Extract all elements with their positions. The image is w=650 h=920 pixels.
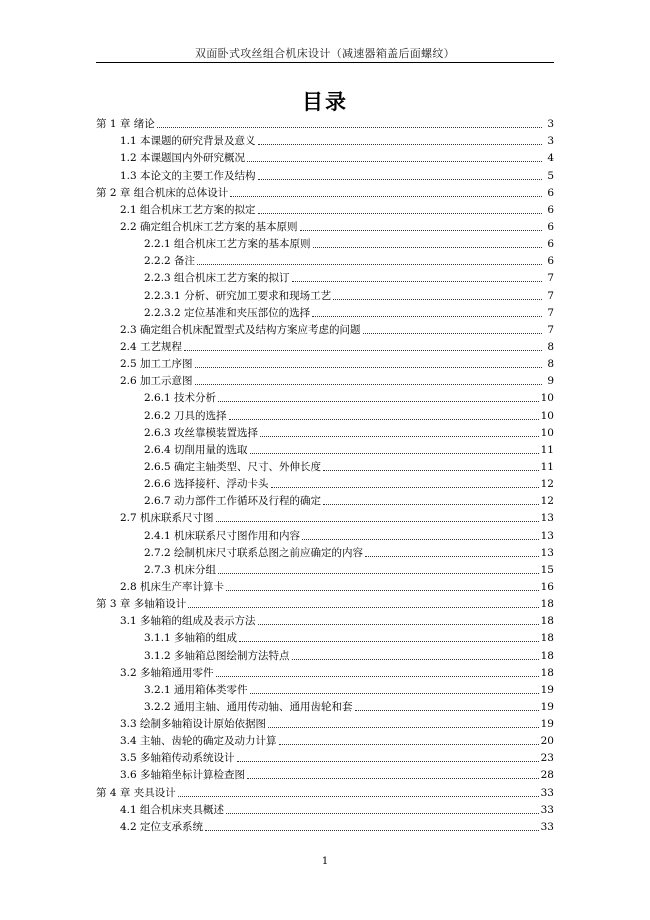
toc-leader-dots [365, 556, 539, 557]
toc-entry[interactable] [96, 200, 554, 217]
toc-entry-title: 1.2 本课题国内外研究概况 [120, 152, 246, 165]
toc-entry[interactable] [96, 148, 554, 165]
toc-entry[interactable] [96, 782, 554, 799]
toc-entry[interactable] [96, 645, 554, 662]
toc-leader-dots [302, 539, 539, 540]
toc-entry-page: 15 [540, 563, 554, 576]
toc-entry[interactable] [96, 388, 554, 405]
toc-leader-dots [268, 727, 539, 728]
toc-entry-title: 2.2 确定组合机床工艺方案的基本原则 [120, 220, 298, 233]
toc-entry-title: 2.2.3.2 定位基准和夹压部位的选择 [144, 306, 311, 319]
toc-entry-title: 3.1.2 多轴箱总图绘制方法特点 [144, 649, 290, 662]
toc-leader-dots [226, 813, 539, 814]
toc-entry-page: 18 [540, 598, 554, 611]
toc-entry-page: 7 [547, 323, 554, 336]
toc-entry-title: 第 4 章 夹具设计 [96, 786, 176, 799]
toc-leader-dots [184, 350, 542, 351]
toc-entry[interactable] [96, 320, 554, 337]
toc-entry[interactable] [96, 680, 554, 697]
toc-leader-dots [197, 264, 542, 265]
toc-entry[interactable] [96, 371, 554, 388]
toc-entry[interactable] [96, 697, 554, 714]
toc-entry-title: 4.2 定位支承系统 [120, 820, 204, 833]
toc-entry-title: 第 1 章 绪论 [96, 118, 155, 131]
toc-leader-dots [229, 419, 539, 420]
toc-entry-page: 6 [547, 220, 554, 233]
toc-entry-page: 18 [540, 649, 554, 662]
toc-entry[interactable] [96, 234, 554, 251]
toc-leader-dots [258, 144, 542, 145]
toc-entry[interactable] [96, 474, 554, 491]
toc-entry[interactable] [96, 165, 554, 182]
toc-entry-page: 12 [540, 495, 554, 508]
toc-entry-title: 2.3 确定组合机床配置型式及结构方案应考虑的问题 [120, 323, 361, 336]
toc-leader-dots [216, 521, 539, 522]
toc-entry[interactable] [96, 285, 554, 302]
toc-entry-title: 3.6 多轴箱坐标计算检查图 [120, 769, 246, 782]
toc-leader-dots [218, 401, 539, 402]
toc-entry-page: 20 [540, 735, 554, 748]
toc-entry[interactable] [96, 251, 554, 268]
toc-entry[interactable] [96, 457, 554, 474]
toc-leader-dots [313, 247, 542, 248]
toc-entry[interactable] [96, 525, 554, 542]
toc-entry-page: 11 [540, 443, 554, 456]
toc-entry[interactable] [96, 748, 554, 765]
toc-leader-dots [250, 693, 539, 694]
toc-entry-title: 2.4 工艺规程 [120, 340, 183, 353]
toc-entry[interactable] [96, 714, 554, 731]
toc-entry[interactable] [96, 817, 554, 834]
toc-entry-title: 第 3 章 多轴箱设计 [96, 598, 187, 611]
toc-leader-dots [292, 281, 542, 282]
toc-leader-dots [230, 196, 542, 197]
toc-leader-dots [247, 161, 542, 162]
toc-entry-title: 3.2 多轴箱通用零件 [120, 666, 214, 679]
toc-entry-title: 3.4 主轴、齿轮的确定及动力计算 [120, 735, 277, 748]
toc-leader-dots [195, 367, 542, 368]
toc-entry[interactable] [96, 491, 554, 508]
toc-leader-dots [250, 453, 539, 454]
toc-entry-title: 2.2.2 备注 [144, 255, 196, 268]
toc-leader-dots [323, 504, 539, 505]
toc-leader-dots [239, 641, 539, 642]
toc-leader-dots [157, 127, 542, 128]
toc-leader-dots [292, 659, 539, 660]
toc-entry-title: 2.8 机床生产率计算卡 [120, 580, 225, 593]
running-header: 双面卧式攻丝组合机床设计（减速器箱盖后面螺纹） [195, 47, 455, 60]
toc-entry-title: 2.6.2 刀具的选择 [144, 409, 227, 422]
toc-leader-dots [355, 710, 539, 711]
toc-entry-page: 13 [540, 512, 554, 525]
toc-leader-dots [237, 761, 539, 762]
toc-entry[interactable] [96, 354, 554, 371]
toc-entry-page: 7 [547, 306, 554, 319]
toc-entry-page: 19 [540, 700, 554, 713]
toc-leader-dots [205, 830, 539, 831]
toc-entry[interactable] [96, 765, 554, 782]
toc-entry-page: 6 [547, 203, 554, 216]
toc-entry-page: 3 [547, 118, 554, 131]
toc-entry-page: 7 [547, 272, 554, 285]
toc-entry-title: 1.1 本课题的研究背景及意义 [120, 135, 256, 148]
toc-entry-title: 3.1.1 多轴箱的组成 [144, 632, 238, 645]
toc-leader-dots [363, 333, 542, 334]
toc-leader-dots [300, 230, 542, 231]
toc-entry-page: 9 [547, 375, 554, 388]
toc-entry[interactable] [96, 303, 554, 320]
toc-entry[interactable] [96, 131, 554, 148]
toc-leader-dots [195, 384, 542, 385]
toc-entry-page: 6 [547, 238, 554, 251]
toc-entry-title: 2.6.1 技术分析 [144, 392, 217, 405]
toc-entry-page: 5 [547, 169, 554, 182]
toc-entry[interactable] [96, 577, 554, 594]
toc-entry-page: 13 [540, 546, 554, 559]
toc-entry[interactable] [96, 628, 554, 645]
toc-entry-title: 3.5 多轴箱传动系统设计 [120, 752, 235, 765]
toc-entry-page: 28 [540, 769, 554, 782]
toc-entry-title: 3.1 多轴箱的组成及表示方法 [120, 615, 256, 628]
toc-entry-title: 2.7.2 绘制机床尺寸联系总图之前应确定的内容 [144, 546, 364, 559]
toc-leader-dots [260, 436, 539, 437]
toc-entry-title: 第 2 章 组合机床的总体设计 [96, 186, 229, 199]
toc-entry-page: 18 [540, 615, 554, 628]
toc-entry[interactable] [96, 217, 554, 234]
toc-entry-page: 33 [540, 786, 554, 799]
toc-entry-title: 4.1 组合机床夹具概述 [120, 803, 225, 816]
toc-entry-title: 1.3 本论文的主要工作及结构 [120, 169, 256, 182]
toc-leader-dots [226, 590, 539, 591]
toc-leader-dots [247, 778, 539, 779]
toc-leader-dots [333, 299, 542, 300]
toc-entry-page: 8 [547, 358, 554, 371]
toc-entry[interactable] [96, 114, 554, 131]
toc-entry-title: 2.6.5 确定主轴类型、尺寸、外伸长度 [144, 460, 322, 473]
toc-leader-dots [178, 796, 539, 797]
toc-leader-dots [188, 607, 538, 608]
toc-entry[interactable] [96, 423, 554, 440]
toc-entry-page: 18 [540, 666, 554, 679]
toc-entry-title: 3.2.2 通用主轴、通用传动轴、通用齿轮和套 [144, 700, 353, 713]
toc-entry-page: 19 [540, 718, 554, 731]
toc-entry-title: 2.2.1 组合机床工艺方案的基本原则 [144, 238, 311, 251]
toc-entry-title: 2.4.1 机床联系尺寸图作用和内容 [144, 529, 301, 542]
toc-entry-title: 2.6.4 切削用量的选取 [144, 443, 248, 456]
toc-entry[interactable] [96, 560, 554, 577]
toc-entry-title: 2.7.3 机床分组 [144, 563, 217, 576]
toc-entry-page: 33 [540, 820, 554, 833]
toc-entry[interactable] [96, 268, 554, 285]
toc-leader-dots [323, 470, 539, 471]
toc-entry-page: 6 [547, 186, 554, 199]
toc-leader-dots [279, 744, 539, 745]
toc-entry-page: 16 [540, 580, 554, 593]
toc-leader-dots [258, 179, 542, 180]
toc-entry-title: 2.7 机床联系尺寸图 [120, 512, 214, 525]
toc-entry[interactable] [96, 337, 554, 354]
toc-entry[interactable] [96, 543, 554, 560]
toc-entry-page: 7 [547, 289, 554, 302]
table-of-contents [96, 114, 554, 834]
toc-leader-dots [216, 676, 539, 677]
toc-entry-page: 18 [540, 632, 554, 645]
toc-entry[interactable] [96, 611, 554, 628]
toc-entry[interactable] [96, 663, 554, 680]
toc-entry[interactable] [96, 731, 554, 748]
toc-entry-title: 2.5 加工工序图 [120, 358, 193, 371]
toc-entry-title: 2.2.3.1 分析、研究加工要求和现场工艺 [144, 289, 332, 302]
toc-entry[interactable] [96, 594, 554, 611]
toc-entry-title: 2.6.3 攻丝靠模装置选择 [144, 426, 259, 439]
toc-entry[interactable] [96, 508, 554, 525]
toc-entry[interactable] [96, 183, 554, 200]
toc-entry-title: 3.3 绘制多轴箱设计原始依据图 [120, 718, 267, 731]
toc-entry-title: 2.6.6 选择接杆、浮动卡头 [144, 478, 269, 491]
toc-leader-dots [258, 213, 542, 214]
toc-leader-dots [258, 624, 539, 625]
toc-entry-page: 10 [540, 409, 554, 422]
toc-entry[interactable] [96, 405, 554, 422]
toc-entry-page: 19 [540, 683, 554, 696]
toc-leader-dots [312, 316, 542, 317]
toc-entry[interactable] [96, 800, 554, 817]
toc-leader-dots [271, 487, 539, 488]
toc-entry-title: 2.2.3 组合机床工艺方案的拟订 [144, 272, 290, 285]
toc-entry-title: 2.6.7 动力部件工作循环及行程的确定 [144, 495, 322, 508]
toc-entry-page: 11 [540, 460, 554, 473]
toc-entry-page: 6 [547, 255, 554, 268]
toc-entry-page: 23 [540, 752, 554, 765]
toc-title: 目录 [302, 90, 348, 114]
toc-entry-page: 8 [547, 340, 554, 353]
toc-entry-title: 3.2.1 通用箱体类零件 [144, 683, 248, 696]
toc-entry-page: 10 [540, 426, 554, 439]
toc-entry-page: 13 [540, 529, 554, 542]
toc-entry-page: 10 [540, 392, 554, 405]
toc-entry-page: 12 [540, 478, 554, 491]
toc-entry-title: 2.1 组合机床工艺方案的拟定 [120, 203, 256, 216]
toc-entry-page: 3 [547, 135, 554, 148]
page-number: 1 [321, 856, 329, 867]
toc-entry-title: 2.6 加工示意图 [120, 375, 193, 388]
toc-entry[interactable] [96, 440, 554, 457]
toc-leader-dots [218, 573, 539, 574]
toc-entry-page: 4 [547, 152, 554, 165]
toc-entry-page: 33 [540, 803, 554, 816]
header-rule [96, 62, 554, 63]
